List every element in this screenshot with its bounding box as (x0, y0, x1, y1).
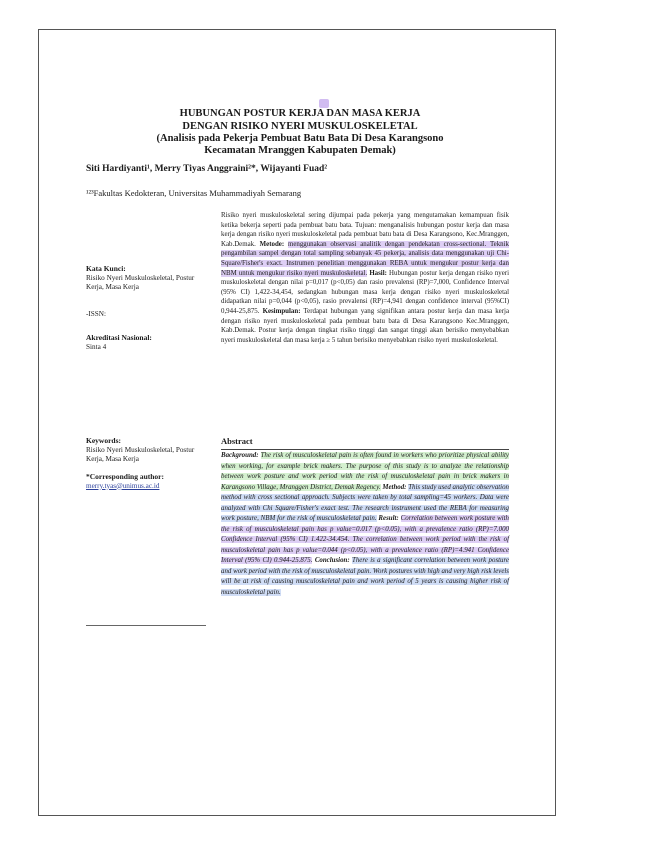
keywords-text: Risiko Nyeri Muskuloskeletal, Postur Kerja, Masa Kerja (86, 445, 195, 463)
background-label: Background: (221, 452, 259, 459)
akreditasi-heading: Akreditasi Nasional: (86, 333, 152, 342)
abstract-p2: This study used analytic observation method with cross sectional approach. Subjects were taken by total sampling=45 workers. Data were analyzed with Chi Square/Fisher's exact test. The research instrument used the REBA for measuring work posture, NBM for the risk of musculoskeletal pain. (221, 483, 509, 522)
kata-kunci-heading: Kata Kunci: (86, 264, 126, 273)
method-label: Method: (382, 483, 407, 491)
akreditasi-block (86, 333, 206, 352)
result-label: Result: (378, 515, 399, 522)
footnote-rule (86, 625, 206, 626)
abstrak-p2: menggunakan observasi analitik dengan pendekatan cross-sectional. Teknik pengambilan sampel dengan total sampling sebanyak 45 pekerja, analisis data menggunakan uji Chi-Square/Fisher's exact. Instrumen penelitian menggunakan REBA untuk mengukur postur kerja dan NBM untuk mengukur risiko nyeri muskuloskeletal. (221, 240, 509, 277)
corresponding-block (86, 456, 206, 491)
abstrak-p1: Risiko nyeri muskuloskeletal sering dijumpai pada pekerja yang mengutamakan kemampuan fisik ketika bekerja seperti pada pembuat batu bata. Tujuan: menganalisis hubungan postur kerja dan masa kerja dengan risiko nyeri muskuloskeletal pada pembuat batu bata di Desa Karangsono, Kec.Mranggen, Kab.Demak. (221, 212, 509, 248)
annotation-marker (319, 99, 329, 108)
abstract-heading: Abstract (221, 436, 253, 446)
abstrak-p3: Hubungan postur kerja dengan risiko nyeri muskuloskeletal dengan nilai p=0,017 (p<0,05) dan rasio prevalensi (RP)=7,000, Confidence Interval (95% CI) 1,422-34,454, sedangkan hubungan masa kerja dengan risiko nyeri muskuloskeletal didapatkan nilai p=0,044 (p<0,05), rasio prevalensi (RP)=4,941 dengan confidence interval (95%CI) 0,944-25,875. (221, 269, 509, 315)
akreditasi-text: Sinta 4 (86, 342, 107, 351)
authors: Siti Hardiyanti¹, Merry Tiyas Anggraini²*, Wijayanti Fuad² (86, 164, 328, 174)
title-line-3: (Analisis pada Pekerja Pembuat Batu Bata Di Desa Karangsono (156, 133, 444, 144)
kesimpulan-label: Kesimpulan: (262, 307, 301, 315)
abstract-p4: There is a significant correlation between work posture and work period with the risk of musculoskeletal pain. Work postures with high and very high risk levels will be at risk of causing musculoskeletal pain and work period of 5 years is causing higher risk of musculoskeletal pain. (221, 557, 509, 596)
title-line-4: Kecamatan Mranggen Kabupaten Demak) (204, 145, 396, 156)
abstrak-p4: Terdapat hubungan yang signifikan antara postur kerja dan masa kerja dengan risiko nyeri muskuloskeletal pada pembuat batu bata di Desa Karangsono Kec.Mranggen, Kab.Demak. Postur kerja dengan tingkat risiko tinggi dan sangat tinggi akan berisiko menyebabkan nyeri muskuloskeletal dan masa kerja ≥ 5 tahun berisiko menyebabkan risiko nyeri muskuloskeletal. (221, 307, 510, 344)
kata-kunci-block (86, 264, 206, 293)
issn: -ISSN: (86, 310, 106, 318)
affiliation: ¹²³Fakultas Kedokteran, Universitas Muhammadiyah Semarang (86, 188, 302, 198)
abstrak-indonesian (221, 211, 509, 345)
title-line-1: HUBUNGAN POSTUR KERJA DAN MASA KERJA (179, 108, 421, 119)
abstract-p1: The risk of musculoskeletal pain is often found in workers who prioritize physical ability when working, for example brick makers. The purpose of this study is to analyze the relationship between work posture and work period with the risk of musculoskeletal pain in brick makers in Karangsono Village, Mranggen District, Demak Regency. (221, 452, 509, 491)
title-line-2: DENGAN RISIKO NYERI MUSKULOSKELETAL (182, 121, 418, 132)
keywords-heading: Keywords: (86, 436, 121, 445)
corresponding-heading: *Corresponding author: (86, 472, 164, 481)
corresponding-email-link[interactable]: merry.tyas@unimus.ac.id (86, 481, 160, 490)
metode-label: Metode: (259, 240, 285, 248)
hasil-label: Hasil: (369, 269, 387, 277)
abstract-english (221, 451, 509, 598)
conclusion-label: Conclusion: (314, 557, 350, 564)
kata-kunci-text: Risiko Nyeri Muskuloskeletal, Postur Kerja, Masa Kerja (86, 273, 195, 291)
abstract-p3: Correlation between work posture with the risk of musculoskeletal pain has p value=0.017 (p<0.05), with a prevalence ratio (RP)=7.000 Confidence Interval (95% CI) 1.422-34.454. The correlation between work period with the risk of musculoskeletal pain has p value=0.044 (p<0.05), with a prevalence ratio (RP)=4.941 Confidence Interval (95% CI) 0.944-25.875. (221, 515, 509, 564)
abstract-rule (221, 449, 509, 450)
